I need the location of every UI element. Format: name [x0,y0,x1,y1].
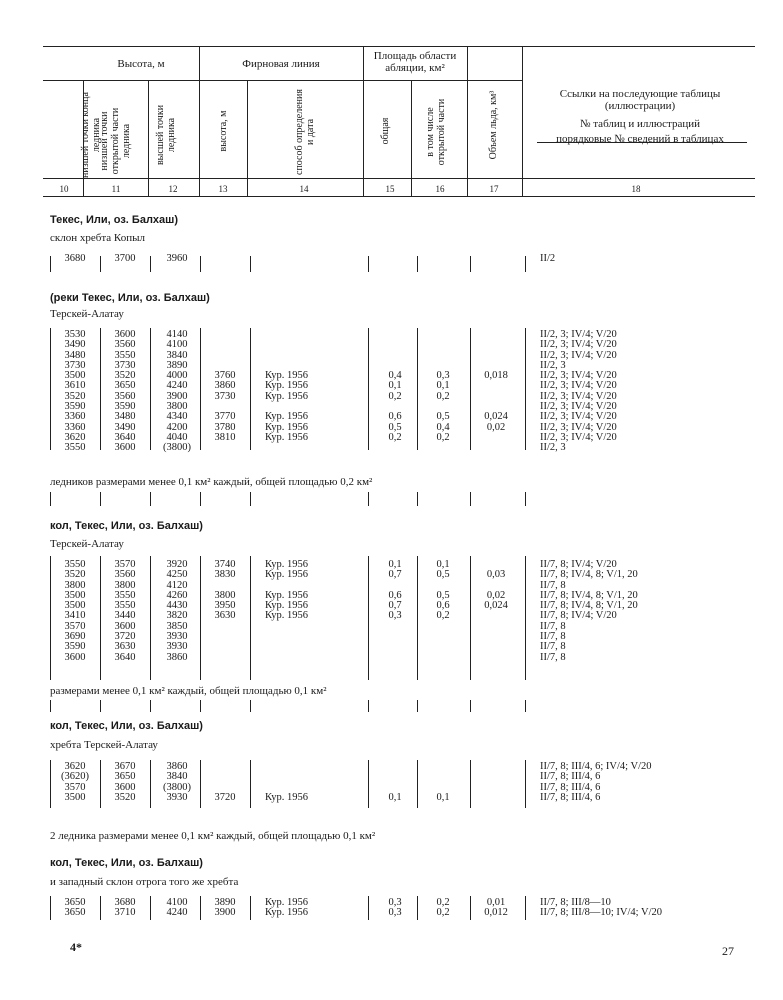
column-separator [368,492,369,506]
section-subtitle: Терскей-Алатау [50,308,124,320]
column-separator [250,700,251,712]
area-group-label: Площадь области абляции, км² [373,50,457,74]
column-separator [250,760,251,808]
column-separator [250,492,251,506]
column-separator [368,328,369,450]
column-separator [150,492,151,506]
col15-header: общая [380,117,391,145]
column-separator [200,700,201,712]
column-separator [250,556,251,680]
column-separator [200,328,201,450]
col-number: 17 [489,184,499,194]
column-separator [417,700,418,712]
col13-header: высота, м [218,110,229,152]
column-separator [100,896,101,920]
col18-header: Ссылки на последующие таблицы (иллюстрации) № таблиц и иллюстраций порядковые № сведений в таблицах [556,88,724,145]
section-subtitle: склон хребта Копыл [50,232,145,244]
column-separator [525,256,526,272]
header-group-rule [43,80,523,81]
column-separator [525,700,526,712]
column-separator [417,556,418,680]
page-number: 27 [722,944,734,958]
document-page: Высота, м Фирновая линия Площадь области абляции, км² низшей точки конца ледника низшей точки открытой части ледника высшей точки ледника высота, м способ определения и дата общая в том числе открытой части Объем льда, км³ Ссылки на последующие таблицы (иллюстрации) № таблиц и иллюстраций порядковые № сведений в таблицах 10 11 12 13 14 15 16 17 18 Текес, Или, оз. Балхаш) склон хребта Копыл 3680 3700 3960 II/2 (реки Текес, Или, оз. Балхаш) Терскей-Алатау 3530 3490 3480 3730 3500 3610 3520 3590 3360 3360 3620 3550 3600 3560 3550 3730 3520 3650 3560 3590 3480 3490 3640 3600 4140 4100 3840 3890 4000 4240 3900 3800 4340 4200 4040 (3800) 3760 3860 3730 3770 3780 3810 Кур. 1956 Кур. 1956 Кур. 1956 Кур. 1956 Кур. 1956 Кур. 1956 0,4 0,1 0,2 0,6 0,5 0,2 0,3 0,1 0,2 0,5 0,4 0,2 0,018 0,024 0,02 II/2, 3; IV/4; V/20 II/2, 3; IV/4; V/20 II/2, 3; IV/4; V/20 II/2, 3 II/2, 3; IV/4; V/20 II/2, 3; IV/4; V/20 II/2, 3; IV/4; V/20 II/2, 3; IV/4; V/20 II/2, 3; IV/4; V/20 II/2, 3; IV/4; V/20 II/2, 3; IV/4; V/20 II/2, 3 ледников размерами менее 0,1 км² каждый, общей площадью 0,2 км² кол, Текес, Или, оз. Балхаш) Терскей-Алатау 3550 3520 3800 3500 3500 3410 3570 3690 3590 3600 3570 3560 3800 3550 3550 3440 3600 3720 3630 3640 3920 4250 4120 4260 4430 3820 3850 3930 3930 3860 3740 3830 3800 3950 3630 Кур. 1956 Кур. 1956 Кур. 1956 Кур. 1956 Кур. 1956 0,1 0,7 0,6 0,7 0,3 0,1 0,5 0,5 0,6 0,2 0,03 0,02 0,024 II/7, 8; IV/4; V/20 II/7, 8; IV/4, 8; V/1, 20 II/7, 8 II/7, 8; IV/4, 8; V/1, 20 II/7, 8; IV/4, 8; V/1, 20 II/7, 8; IV/4; V/20 II/7, 8 II/7, 8 II/7, 8 II/7, 8 размерами менее 0,1 км² каждый, общей площадью 0,1 км² кол, Текес, Или, оз. Балхаш) хребта Терскей-Алатау 3620 (3620) 3570 3500 3670 3650 3600 3520 3860 3840 (3800) 3930 3720 Кур. 1956 0,1 0,1 II/7, 8; III/4, 6; IV/4; V/20 II/7, 8; III/4, 6 II/7, 8; III/4, 6 II/7, 8; III/4, 6 2 ледника размерами менее 0,1 км² каждый, общей площадью 0,1 км² кол, Текес, Или, оз. Балхаш) и западный склон отрога того же хребта 3650 3650 3680 3710 4100 4240 3890 3900 Кур. 1956 Кур. 1956 0,3 0,3 0,2 0,2 0,01 0,012 II/7, 8; III/8—10 II/7, 8; III/8—10; IV/4; V/20 4* 27 [0,0,783,1000]
header-top-rule [43,46,755,47]
column-separator [50,760,51,808]
section-title: Текес, Или, оз. Балхаш) [50,214,178,226]
column-separator [470,896,471,920]
col-number: 11 [111,184,121,194]
column-separator [100,492,101,506]
column-separator [100,700,101,712]
column-separator [200,556,201,680]
column-separator [525,760,526,808]
column-separator [525,328,526,450]
column-separator [100,256,101,272]
column-separator [417,896,418,920]
section-subtitle: и западный склон отрога того же хребта [50,876,239,888]
column-separator [250,896,251,920]
column-separator [100,760,101,808]
column-separator [417,760,418,808]
column-separator [417,492,418,506]
section-title: кол, Текес, Или, оз. Балхаш) [50,520,203,532]
col-number: 15 [385,184,395,194]
column-separator [50,492,51,506]
column-separator [470,256,471,272]
column-separator [200,256,201,272]
column-separator [200,492,201,506]
column-separator [470,760,471,808]
column-separator [50,700,51,712]
header-number-rule [43,178,755,179]
column-separator [50,556,51,680]
column-separator [150,896,151,920]
section-title: (реки Текес, Или, оз. Балхаш) [50,292,210,304]
column-separator [150,760,151,808]
col10-header: низшей точки конца ледника [80,92,102,178]
column-separator [368,556,369,680]
col17-header: Объем льда, км³ [488,90,499,160]
col-number: 12 [168,184,178,194]
section-subtitle: Терскей-Алатау [50,538,124,550]
column-separator [100,556,101,680]
column-separator [150,700,151,712]
column-separator [200,896,201,920]
section-note: размерами менее 0,1 км² каждый, общей площадью 0,1 км² [50,685,327,697]
column-separator [50,256,51,272]
column-separator [470,328,471,450]
column-separator [200,760,201,808]
col16-header: в том числе открытой части [425,98,447,166]
col-number: 16 [435,184,445,194]
section-title: кол, Текес, Или, оз. Балхаш) [50,857,203,869]
column-separator [417,256,418,272]
column-separator [150,328,151,450]
col-number: 10 [59,184,69,194]
column-separator [150,556,151,680]
col-number: 13 [218,184,228,194]
col14-header: способ определения и дата [294,89,316,175]
section-title: кол, Текес, Или, оз. Балхаш) [50,720,203,732]
col12-header: высшей точки ледника [155,104,177,166]
col11-header: низшей точки открытой части ледника [99,107,132,175]
col-number: 14 [299,184,309,194]
column-separator [368,896,369,920]
column-separator [150,256,151,272]
column-separator [470,556,471,680]
section-note: ледников размерами менее 0,1 км² каждый, общей площадью 0,2 км² [50,476,373,488]
signature-mark: 4* [70,940,82,954]
firn-group-label: Фирновая линия [242,58,320,70]
column-separator [368,700,369,712]
column-separator [250,328,251,450]
column-separator [525,492,526,506]
column-separator [250,256,251,272]
column-separator [368,760,369,808]
section-note: 2 ледника размерами менее 0,1 км² каждый, общей площадью 0,1 км² [50,830,376,842]
column-separator [50,328,51,450]
col-number: 18 [631,184,641,194]
column-separator [525,896,526,920]
column-separator [470,700,471,712]
column-separator [525,556,526,680]
column-separator [417,328,418,450]
column-separator [368,256,369,272]
section-subtitle: хребта Терскей-Алатау [50,739,158,751]
column-separator [100,328,101,450]
column-separator [50,896,51,920]
header-bottom-rule [43,196,755,197]
height-group-label: Высота, м [117,58,165,70]
column-separator [470,492,471,506]
